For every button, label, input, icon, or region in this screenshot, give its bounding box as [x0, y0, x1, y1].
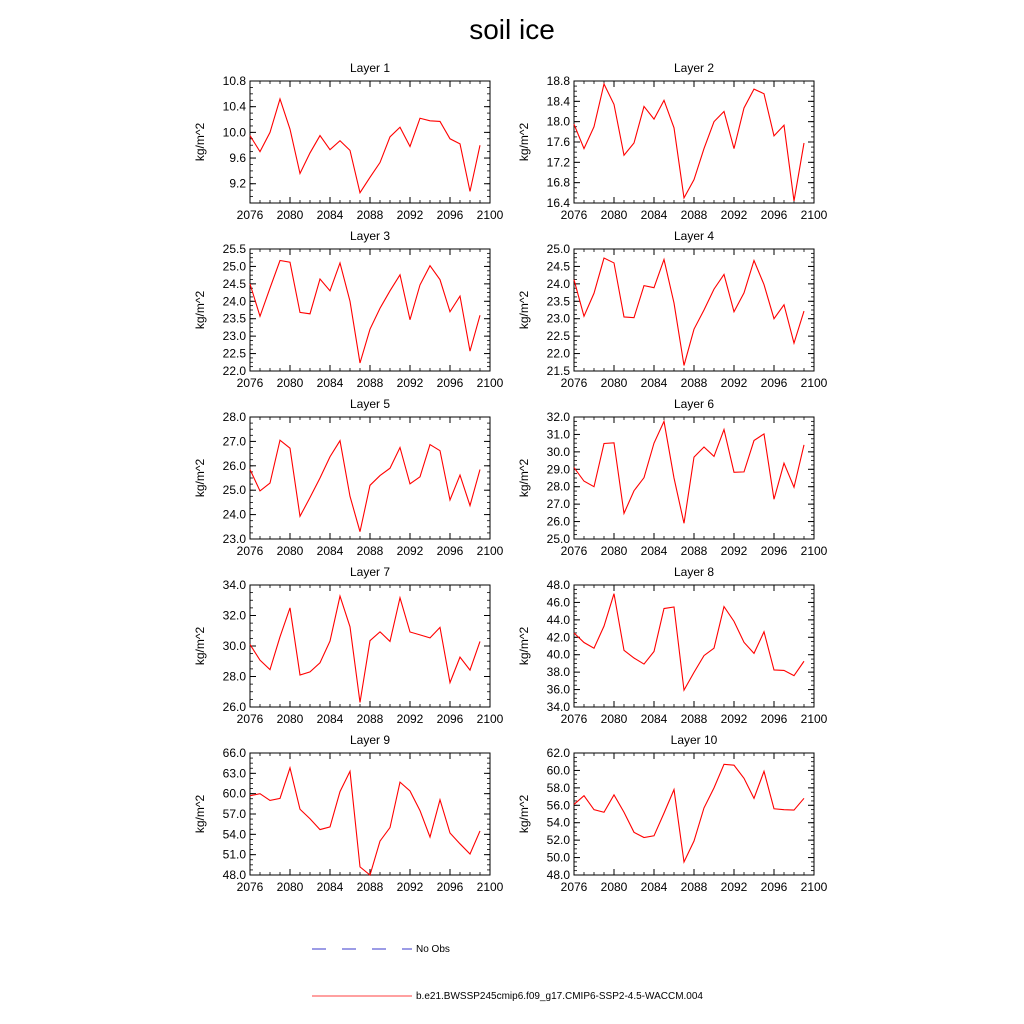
y-tick-label: 52.0 — [546, 833, 570, 848]
x-tick-label: 2100 — [800, 544, 828, 558]
y-tick-label: 18.8 — [546, 74, 570, 88]
x-tick-label: 2076 — [236, 376, 264, 390]
x-tick-label: 2092 — [396, 712, 424, 726]
x-tick-label: 2088 — [356, 544, 384, 558]
x-tick-label: 2080 — [600, 880, 628, 894]
panel-title: Layer 2 — [673, 61, 715, 75]
x-tick-label: 2076 — [560, 544, 588, 558]
plot-frame — [250, 81, 490, 203]
y-tick-label: 22.0 — [546, 346, 570, 361]
x-tick-label: 2092 — [720, 208, 748, 222]
plot-frame — [250, 585, 490, 707]
x-tick-label: 2080 — [276, 544, 304, 558]
x-tick-label: 2100 — [476, 376, 504, 390]
chart-panel — [517, 61, 828, 222]
y-axis-label: kg/m^2 — [193, 794, 207, 834]
x-tick-label: 2080 — [276, 208, 304, 222]
x-tick-label: 2084 — [316, 376, 344, 390]
y-tick-label: 51.0 — [222, 847, 246, 862]
x-tick-label: 2080 — [276, 376, 304, 390]
x-tick-label: 2092 — [720, 880, 748, 894]
x-tick-label: 2092 — [720, 376, 748, 390]
x-tick-label: 2096 — [760, 712, 788, 726]
y-tick-label: 63.0 — [222, 766, 246, 781]
y-tick-label: 28.0 — [222, 669, 246, 684]
x-tick-label: 2088 — [356, 880, 384, 894]
x-tick-label: 2088 — [356, 376, 384, 390]
panel-title: Layer 4 — [673, 229, 715, 243]
x-tick-label: 2076 — [236, 880, 264, 894]
x-tick-label: 2088 — [680, 880, 708, 894]
chart-panel — [517, 229, 828, 390]
x-tick-label: 2076 — [560, 208, 588, 222]
x-tick-label: 2100 — [476, 544, 504, 558]
y-tick-label: 30.0 — [222, 639, 246, 653]
chart-panel — [193, 565, 504, 726]
series-line — [250, 261, 480, 363]
y-tick-label: 9.6 — [229, 151, 246, 166]
series-line — [574, 764, 804, 862]
x-tick-label: 2084 — [640, 544, 668, 558]
x-tick-label: 2084 — [640, 712, 668, 726]
x-tick-label: 2080 — [600, 544, 628, 558]
y-tick-label: 21.5 — [546, 364, 570, 378]
x-tick-label: 2076 — [236, 544, 264, 558]
x-tick-label: 2092 — [396, 376, 424, 390]
x-tick-label: 2096 — [760, 544, 788, 558]
y-tick-label: 10.0 — [222, 125, 246, 140]
series-line — [574, 84, 804, 201]
plot-frame — [574, 81, 814, 203]
panel-title: Layer 1 — [349, 61, 391, 75]
y-tick-label: 34.0 — [546, 700, 570, 714]
y-tick-label: 58.0 — [546, 780, 570, 795]
x-tick-label: 2100 — [800, 712, 828, 726]
y-axis-label: kg/m^2 — [517, 290, 531, 330]
x-tick-label: 2076 — [560, 712, 588, 726]
series-line — [574, 258, 804, 365]
series-line — [250, 596, 480, 702]
y-tick-label: 34.0 — [222, 578, 246, 592]
panel-title: Layer 5 — [349, 397, 391, 411]
y-tick-label: 23.0 — [546, 311, 570, 326]
x-tick-label: 2076 — [236, 712, 264, 726]
y-tick-label: 46.0 — [546, 595, 570, 610]
y-tick-label: 25.5 — [222, 242, 246, 256]
x-tick-label: 2088 — [680, 712, 708, 726]
x-tick-label: 2092 — [720, 712, 748, 726]
y-tick-label: 16.8 — [546, 175, 570, 190]
x-tick-label: 2088 — [680, 376, 708, 390]
x-tick-label: 2096 — [436, 208, 464, 222]
x-tick-label: 2084 — [640, 208, 668, 222]
y-tick-label: 23.0 — [222, 329, 246, 344]
panel-title: Layer 7 — [349, 565, 391, 579]
y-axis-label: kg/m^2 — [517, 122, 531, 162]
chart-panel — [193, 61, 504, 222]
x-tick-label: 2080 — [600, 376, 628, 390]
y-tick-label: 42.0 — [546, 630, 570, 645]
x-tick-label: 2096 — [436, 880, 464, 894]
y-tick-label: 66.0 — [222, 746, 246, 760]
y-tick-label: 32.0 — [546, 410, 570, 424]
y-tick-label: 62.0 — [546, 746, 570, 760]
y-tick-label: 32.0 — [222, 608, 246, 623]
y-tick-label: 38.0 — [546, 665, 570, 680]
x-tick-label: 2088 — [356, 712, 384, 726]
y-axis-label: kg/m^2 — [517, 794, 531, 834]
y-tick-label: 25.0 — [546, 242, 570, 256]
y-tick-label: 54.0 — [546, 815, 570, 830]
x-tick-label: 2092 — [720, 544, 748, 558]
x-tick-label: 2084 — [316, 208, 344, 222]
y-tick-label: 24.0 — [222, 294, 246, 309]
panel-title: Layer 3 — [349, 229, 391, 243]
x-tick-label: 2096 — [436, 376, 464, 390]
chart-panel — [517, 733, 828, 894]
y-tick-label: 44.0 — [546, 612, 570, 627]
y-tick-label: 28.0 — [222, 410, 246, 424]
y-tick-label: 22.5 — [222, 346, 246, 361]
x-tick-label: 2084 — [640, 376, 668, 390]
panel-title: Layer 8 — [673, 565, 715, 579]
plot-frame — [574, 585, 814, 707]
x-tick-label: 2100 — [800, 376, 828, 390]
x-tick-label: 2088 — [680, 208, 708, 222]
y-tick-label: 24.5 — [222, 276, 246, 291]
y-tick-label: 22.0 — [222, 364, 246, 378]
legend-label: b.e21.BWSSP245cmip6.f09_g17.CMIP6-SSP2-4.5-WACCM.004 — [416, 991, 703, 1002]
y-tick-label: 48.0 — [546, 578, 570, 592]
y-tick-label: 60.0 — [546, 763, 570, 778]
y-tick-label: 10.8 — [222, 74, 246, 88]
y-tick-label: 25.0 — [222, 483, 246, 498]
plot-frame — [250, 417, 490, 539]
x-tick-label: 2084 — [316, 880, 344, 894]
plot-frame — [250, 753, 490, 875]
x-tick-label: 2080 — [600, 208, 628, 222]
x-tick-label: 2076 — [560, 376, 588, 390]
plot-frame — [250, 249, 490, 371]
y-tick-label: 16.4 — [546, 196, 570, 210]
x-tick-label: 2100 — [800, 208, 828, 222]
x-tick-label: 2088 — [680, 544, 708, 558]
y-tick-label: 24.0 — [222, 507, 246, 522]
y-axis-label: kg/m^2 — [193, 626, 207, 666]
y-tick-label: 17.6 — [546, 135, 570, 149]
x-tick-label: 2084 — [316, 712, 344, 726]
y-tick-label: 22.5 — [546, 329, 570, 344]
panel-title: Layer 9 — [349, 733, 391, 747]
x-tick-label: 2080 — [276, 880, 304, 894]
y-axis-label: kg/m^2 — [517, 626, 531, 666]
x-tick-label: 2092 — [396, 544, 424, 558]
y-tick-label: 56.0 — [546, 798, 570, 813]
x-tick-label: 2080 — [600, 712, 628, 726]
series-line — [574, 421, 804, 523]
chart-panel — [517, 397, 828, 558]
y-tick-label: 18.0 — [546, 114, 570, 129]
y-tick-label: 24.5 — [546, 259, 570, 274]
y-tick-label: 48.0 — [546, 868, 570, 882]
y-axis-label: kg/m^2 — [193, 290, 207, 330]
y-tick-label: 60.0 — [222, 786, 246, 801]
y-tick-label: 26.0 — [546, 514, 570, 529]
chart-panel — [193, 229, 504, 390]
chart-panel — [193, 397, 504, 558]
y-tick-label: 17.2 — [546, 155, 570, 170]
y-tick-label: 23.5 — [222, 311, 246, 326]
chart-panel — [193, 733, 504, 894]
x-tick-label: 2100 — [800, 880, 828, 894]
panel-title: Layer 10 — [670, 733, 718, 747]
y-axis-label: kg/m^2 — [193, 122, 207, 162]
x-tick-label: 2080 — [276, 712, 304, 726]
y-tick-label: 57.0 — [222, 807, 246, 821]
x-tick-label: 2076 — [560, 880, 588, 894]
y-tick-label: 40.0 — [546, 647, 570, 662]
y-tick-label: 18.4 — [546, 94, 570, 109]
plot-frame — [574, 417, 814, 539]
series-line — [250, 99, 480, 193]
x-tick-label: 2088 — [356, 208, 384, 222]
y-tick-label: 25.0 — [546, 532, 570, 546]
plot-frame — [574, 753, 814, 875]
x-tick-label: 2096 — [760, 880, 788, 894]
y-tick-label: 50.0 — [546, 850, 570, 865]
x-tick-label: 2096 — [760, 376, 788, 390]
y-tick-label: 26.0 — [222, 458, 246, 473]
x-tick-label: 2096 — [760, 208, 788, 222]
x-tick-label: 2096 — [436, 712, 464, 726]
y-tick-label: 31.0 — [546, 427, 570, 442]
y-tick-label: 29.0 — [546, 462, 570, 477]
x-tick-label: 2100 — [476, 712, 504, 726]
x-tick-label: 2092 — [396, 880, 424, 894]
y-tick-label: 23.5 — [546, 294, 570, 309]
page-title: soil ice — [469, 14, 555, 45]
legend-label: No Obs — [416, 944, 450, 955]
y-tick-label: 27.0 — [546, 497, 570, 512]
y-tick-label: 30.0 — [546, 444, 570, 459]
x-tick-label: 2100 — [476, 208, 504, 222]
y-axis-label: kg/m^2 — [193, 458, 207, 498]
y-tick-label: 54.0 — [222, 827, 246, 842]
y-tick-label: 48.0 — [222, 868, 246, 882]
y-tick-label: 10.4 — [222, 99, 246, 114]
y-tick-label: 23.0 — [222, 532, 246, 546]
x-tick-label: 2084 — [316, 544, 344, 558]
y-tick-label: 28.0 — [546, 479, 570, 494]
plot-frame — [574, 249, 814, 371]
x-tick-label: 2084 — [640, 880, 668, 894]
x-tick-label: 2100 — [476, 880, 504, 894]
y-axis-label: kg/m^2 — [517, 458, 531, 498]
panel-title: Layer 6 — [673, 397, 715, 411]
x-tick-label: 2076 — [236, 208, 264, 222]
y-tick-label: 26.0 — [222, 700, 246, 714]
y-tick-label: 9.2 — [229, 176, 246, 191]
series-line — [250, 440, 480, 532]
chart-panel — [517, 565, 828, 726]
y-tick-label: 25.0 — [222, 259, 246, 274]
y-tick-label: 24.0 — [546, 276, 570, 291]
x-tick-label: 2096 — [436, 544, 464, 558]
x-tick-label: 2092 — [396, 208, 424, 222]
series-line — [574, 594, 804, 690]
series-line — [250, 768, 480, 875]
y-tick-label: 36.0 — [546, 682, 570, 697]
y-tick-label: 27.0 — [222, 434, 246, 449]
